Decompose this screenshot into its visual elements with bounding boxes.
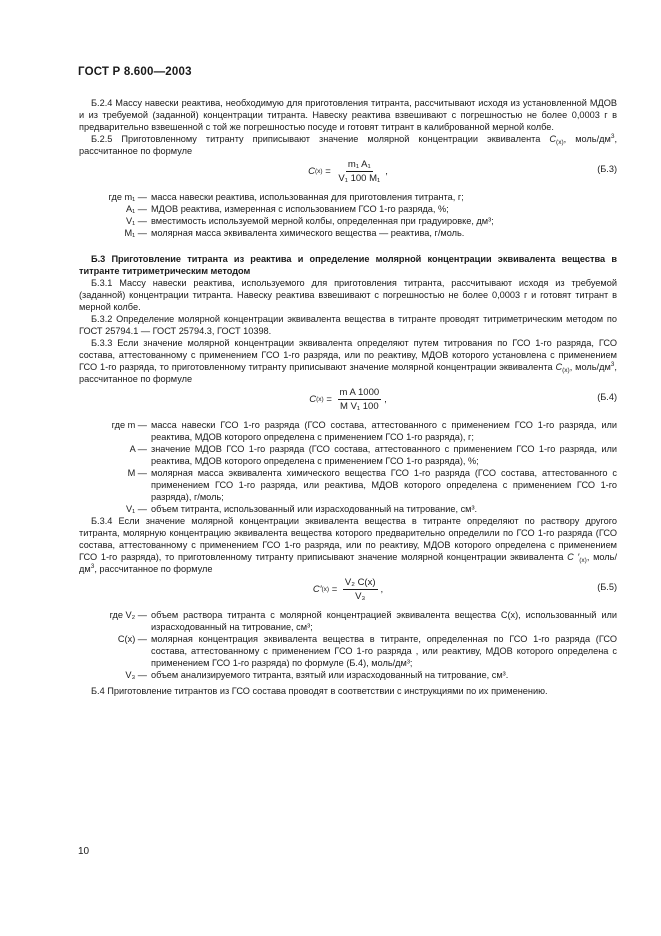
formula-numerator: V₂ C(x) — [344, 577, 376, 588]
formula-lhs: C — [308, 165, 315, 177]
definition-row: A₁ — МДОВ реактива, измеренная с использованием ГСО 1-го разряда, %; — [126, 204, 449, 214]
formula-numerator: m A 1000 — [339, 387, 380, 398]
definitions-b3 — [79, 191, 617, 239]
paragraph-b33: Б.3.3 Если значение молярной концентрации эквивалента определяют путем титрования по ГСО 1-го разряда, ГСО состава, аттестованному с применением ГСО 1-го разряда, или по реактиву, МДОВ которого установлена с применением ГСО 1-го разряда, то приготовленному титранту приписывают значение молярной концентрации эквивалента $C_{(x)}$, моль/$дм^3$, рассчитанное по формуле — [79, 338, 617, 384]
page-header: ГОСТ Р 8.600—2003 — [78, 66, 192, 78]
definition-row: V₃ — объем анализируемого титранта, взятый или израсходованный на титрование, см³. — [125, 670, 509, 680]
definition-row: где m — масса навески ГСО 1-го разряда (ГСО состава, аттестованного с применением ГСО 1-го разряда, или реактива, МДОВ которого определена с применением ГСО 1-го разряда), г; — [111, 420, 617, 442]
paragraph-b24: Б.2.4 Массу навески реактива, необходимую для приготовления титранта, рассчитывают исходя из установленной МДОВ и из требуемой (заданной) концентрации титранта. Навеску реактива взвешивают с погрешностью не более 0,0003 г в предварительно взвешенной с той же погрешностью посуде и готовят титрант в калиброванной мерной колбе. — [79, 98, 617, 132]
paragraph-b34: Б.3.4 Если значение молярной концентрации эквивалента вещества в титранте определяют по раствору другого титранта, молярную концентрацию эквивалента вещества которого предварительно определили по ГСО 1-го разряда (ГСО состава, аттестованному с применением ГСО 1-го разряда, или по реактиву, МДОВ которого определена с применением ГСО 1-го разряда), то приготовленному титранту приписывают значение молярной концентрации эквивалента C $'_{(x)}$, моль/$дм^3$, рассчитанное по формуле — [79, 516, 618, 574]
definition-row: A — значение МДОВ ГСО 1-го разряда (ГСО состава, аттестованного с применением ГСО 1-го разряда, или реактива, МДОВ которого определена с применением ГСО 1-го разряда), %; — [129, 444, 617, 466]
formula-b3: C (x) = $\frac{\text{m₁ A₁}}{\text{V₁ 100 M₁}}$ , (Б.3) — [308, 159, 617, 184]
formula-label: (Б.5) — [597, 582, 617, 592]
page-number: 10 — [78, 846, 90, 857]
formula-b5: C′ (x) = $\frac{\text{V₂ C(x)}}{\text{V₃}}$ , (Б.5) — [312, 577, 617, 602]
definitions-b5 — [79, 609, 617, 681]
formula-denominator: M V₁ 100 — [340, 401, 379, 412]
definition-row: V₁ — вместимость используемой мерной колбы, определенная при градуировке, дм³; — [126, 216, 494, 226]
definitions-b4 — [79, 419, 617, 515]
document-body — [79, 97, 617, 697]
definition-row: C(x) — молярная концентрация эквивалента вещества в титранте, определенная по ГСО 1-го разряда (ГСО состава, аттестованному с применением ГСО 1-го разряда , или реактиву, МДОВ которого определена с применением ГСО 1-го разряда) по формуле (Б.4), моль/дм³; — [117, 634, 617, 668]
formula-numerator: m₁ A₁ — [347, 159, 371, 170]
paragraph-b31: Б.3.1 Массу навески реактива, используемого для приготовления титранта, рассчитывают исходя из требуемой (заданной) концентрации титранта. Навеску реактива взвешивают с погрешностью не более 0,0003 г и готовят титрант в мерной колбе. — [79, 278, 617, 312]
section-heading-b3: Б.3 Приготовление титранта из реактива и определение молярной концентрации эквивалента вещества в титранте титриметрическим методом — [79, 254, 617, 276]
formula-label: (Б.4) — [597, 392, 617, 402]
formula-denominator: V₁ 100 M₁ — [338, 173, 381, 184]
formula-b4: C (x) = $\frac{\text{m A 1000}}{\text{M V₁ 100}}$ , (Б.4) — [309, 387, 617, 412]
paragraph-b25: Б.2.5 Приготовленному титранту приписывают значение молярной концентрации эквивалента $C_{(x)}$, моль/$дм^3$, рассчитанное по формуле — [79, 133, 617, 156]
definition-row: M — молярная масса эквивалента химического вещества ГСО 1-го разряда (ГСО состава, аттестованного с применением ГСО 1-го разряда, или реактива, МДОВ которого определена с применением ГСО 1-го разряда), г/моль; — [127, 468, 617, 502]
definition-row: где m₁ — масса навески реактива, использованная для приготовления титранта, г; — [108, 192, 464, 202]
definition-row: V₁ — объем титранта, использованный или израсходованный на титрование, см³. — [126, 504, 478, 514]
formula-denominator: V₃ — [355, 591, 366, 602]
formula-label: (Б.3) — [597, 164, 617, 174]
paragraph-b4: Б.4 Приготовление титрантов из ГСО состава проводят в соответствии с инструкциями по их применению. — [91, 686, 548, 696]
definition-row: M₁ — молярная масса эквивалента химического вещества — реактива, г/моль. — [124, 228, 465, 238]
paragraph-b32: Б.3.2 Определение молярной концентрации эквивалента вещества в титранте проводят титриметрическим методом по ГОСТ 25794.1 — ГОСТ 25794.3, ГОСТ 10398. — [79, 314, 617, 336]
definition-row: где V₂ — объем раствора титранта с молярной концентрацией эквивалента вещества C(x), использованный или израсходованный на титрование, см³; — [109, 610, 617, 632]
